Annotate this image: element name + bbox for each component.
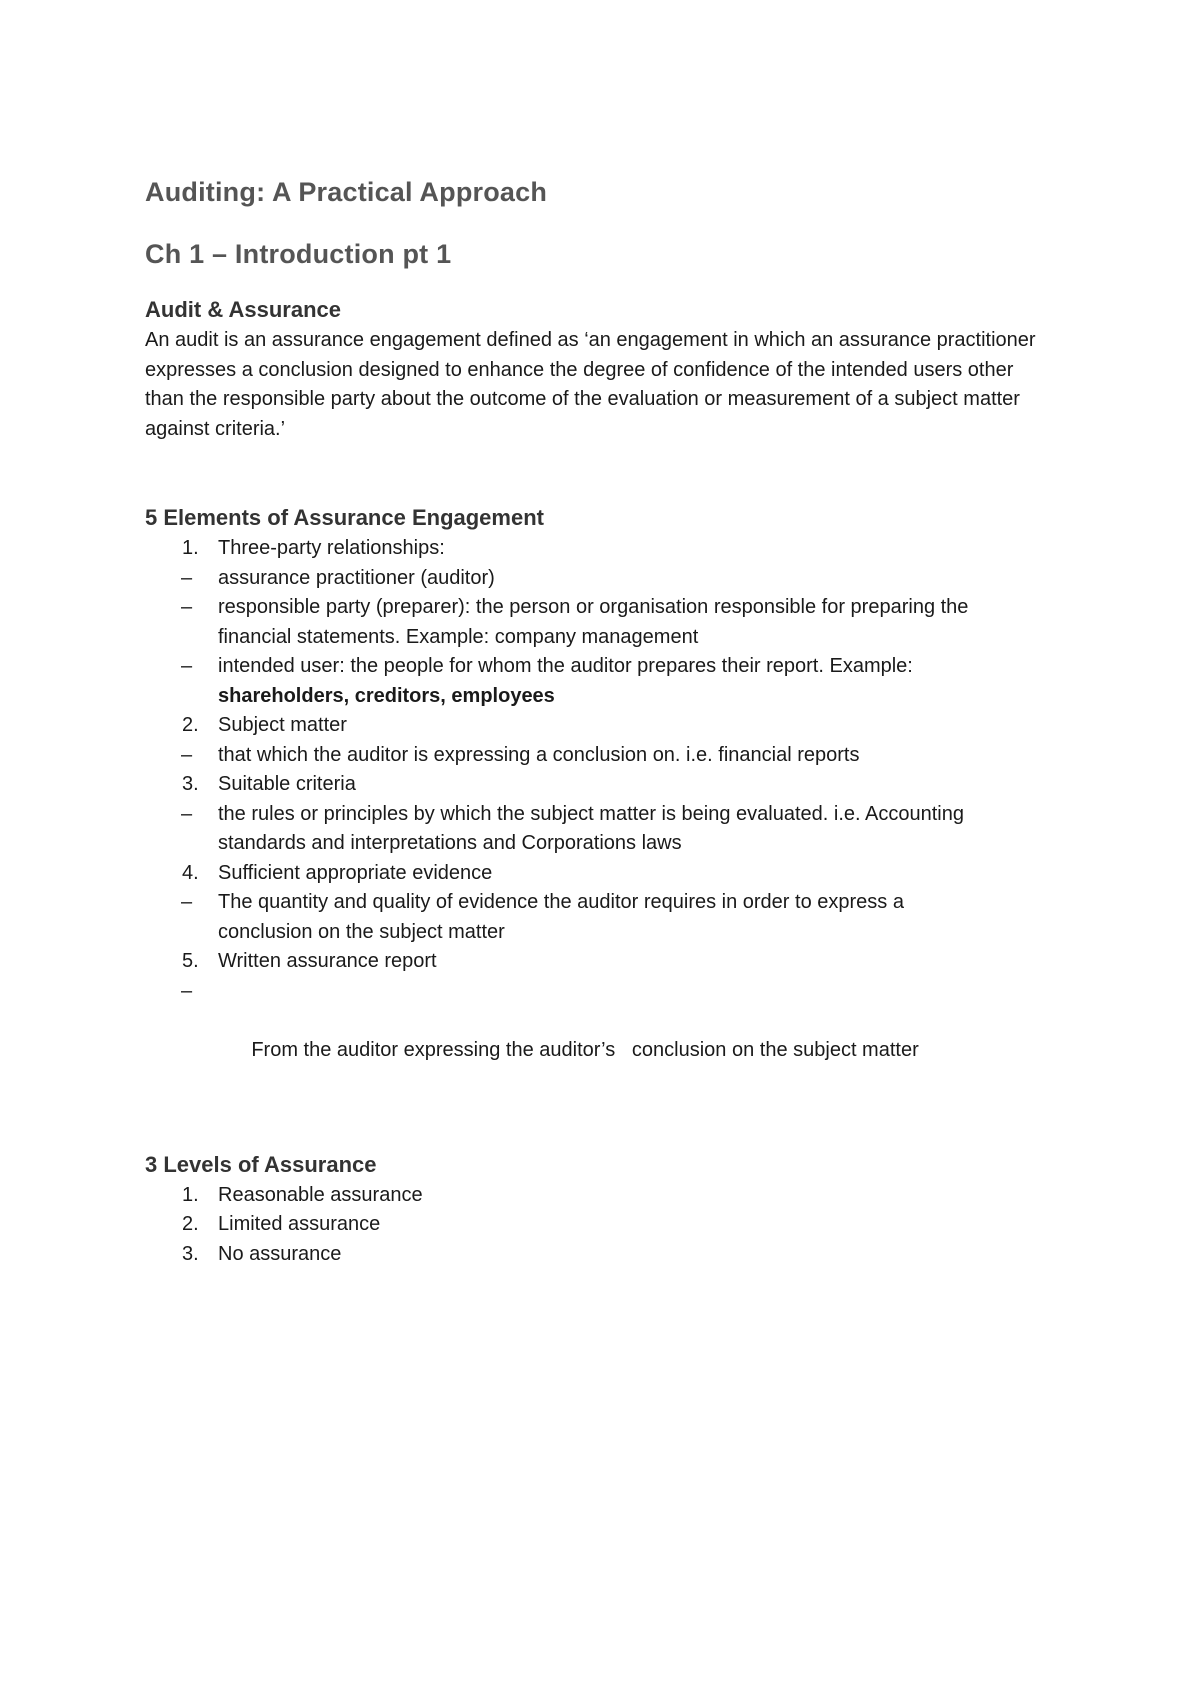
level-label: Limited assurance xyxy=(218,1213,381,1235)
element-3-sublist xyxy=(145,800,1065,859)
document-page xyxy=(145,172,1065,1269)
list-number: 5. xyxy=(182,950,199,972)
level-item-1 xyxy=(145,1181,1065,1211)
dash-marker: – xyxy=(181,596,193,618)
sub-item-suitable-criteria xyxy=(145,800,998,859)
element-4-sublist xyxy=(145,888,1065,947)
sub-item-text: assurance practitioner (auditor) xyxy=(218,566,495,589)
element-item-3 xyxy=(145,770,1065,800)
sub-item-text: responsible party (preparer): the person or organisation responsible for preparing the financial statements. Example: company management xyxy=(218,596,969,648)
element-item-1 xyxy=(145,534,1065,564)
element-label: Suitable criteria xyxy=(218,773,356,795)
elements-list-continued xyxy=(145,859,1065,889)
sub-item-text: intended user: the people for whom the auditor prepares their report. Example: xyxy=(218,655,913,677)
element-item-4 xyxy=(145,859,1065,889)
section-heading-levels: 3 Levels of Assurance xyxy=(145,1151,377,1177)
elements-list xyxy=(145,534,1065,564)
element-5-sublist xyxy=(145,977,1065,1095)
sub-item-assurance-practitioner xyxy=(145,564,998,594)
element-label: Subject matter xyxy=(218,714,347,736)
dash-marker: – xyxy=(181,743,193,766)
list-number: 2. xyxy=(182,1213,199,1235)
levels-list xyxy=(145,1181,1065,1270)
dash-marker: – xyxy=(181,566,193,589)
dash-marker: – xyxy=(181,979,193,1002)
section-heading-elements: 5 Elements of Assurance Engagement xyxy=(145,505,544,530)
elements-list-continued xyxy=(145,947,1065,977)
list-number: 3. xyxy=(182,1242,199,1265)
sub-item-intended-user xyxy=(145,652,998,711)
dash-marker: – xyxy=(181,891,193,913)
level-label: No assurance xyxy=(218,1242,342,1265)
audit-definition-paragraph: An audit is an assurance engagement defined as ‘an engagement in which an assurance practitioner expresses a conclusion designed to enhance the degree of confidence of the intended users other than the responsible party about the outcome of the evaluation or measurement of a subject matter against criteria.’ xyxy=(145,329,1036,440)
chapter-title: Ch 1 – Introduction pt 1 xyxy=(145,239,452,269)
sub-item-subject-matter xyxy=(145,741,998,771)
list-number: 4. xyxy=(182,861,199,884)
level-item-3 xyxy=(145,1240,1065,1270)
sub-item-bold-text: shareholders, creditors, employees xyxy=(218,684,555,707)
level-item-2 xyxy=(145,1210,1065,1240)
element-item-2 xyxy=(145,711,1065,741)
sub-item-text: the rules or principles by which the subject matter is being evaluated. i.e. Accounting standards and interpretations and Corporations laws xyxy=(218,802,964,854)
document-title: Auditing: A Practical Approach xyxy=(145,177,548,207)
list-number: 2. xyxy=(182,714,199,736)
sub-item-report xyxy=(145,977,1038,1095)
element-label: Three-party relationships: xyxy=(218,537,445,559)
elements-list-continued xyxy=(145,711,1065,741)
elements-list-continued xyxy=(145,770,1065,800)
sub-item-text: The quantity and quality of evidence the auditor requires in order to express a conclusion on the subject matter xyxy=(218,891,904,943)
list-number: 1. xyxy=(182,1183,199,1206)
element-label: Written assurance report xyxy=(218,950,437,972)
list-number: 1. xyxy=(182,537,199,559)
dash-marker: – xyxy=(181,655,193,677)
sub-item-text: that which the auditor is expressing a conclusion on. i.e. financial reports xyxy=(218,743,860,766)
element-label: Sufficient appropriate evidence xyxy=(218,861,493,884)
sub-item-evidence xyxy=(145,888,998,947)
element-1-sublist xyxy=(145,564,1065,712)
element-item-5 xyxy=(145,947,1065,977)
section-heading-audit-assurance: Audit & Assurance xyxy=(145,297,342,322)
element-2-sublist xyxy=(145,741,1065,771)
level-label: Reasonable assurance xyxy=(218,1183,423,1206)
sub-item-text: From the auditor expressing the auditor’s conclusion on the subject matter xyxy=(251,1038,919,1061)
sub-item-responsible-party xyxy=(145,593,998,652)
dash-marker: – xyxy=(181,802,193,825)
list-number: 3. xyxy=(182,773,199,795)
